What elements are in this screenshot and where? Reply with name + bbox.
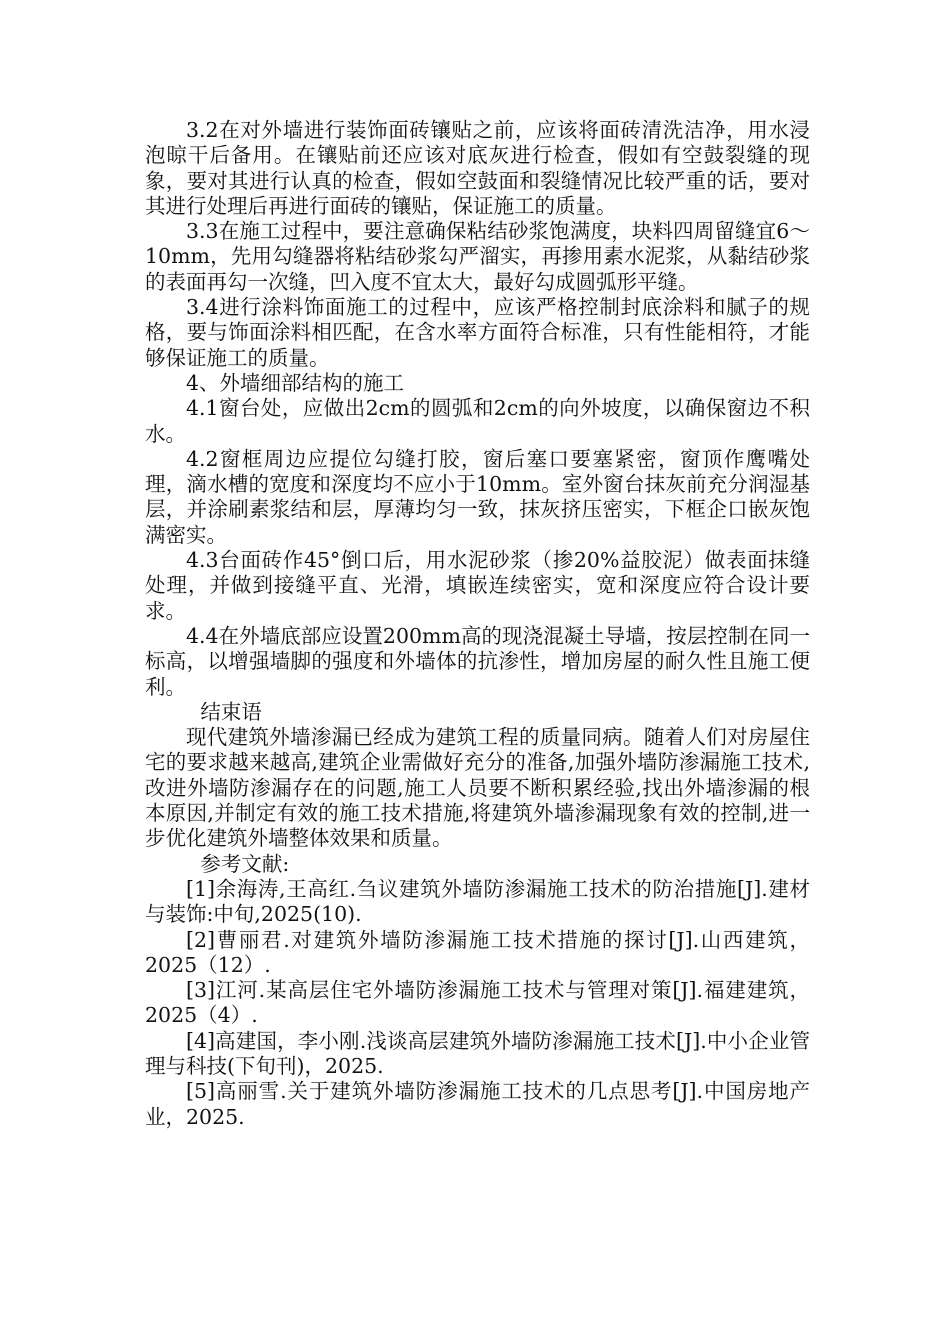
paragraph-4-3: 4.3台面砖作45°倒口后，用水泥砂浆（掺20%益胶泥）做表面抹缝处理，并做到接缝平直、光滑，填嵌连续密实，宽和深度应符合设计要求。 bbox=[145, 548, 810, 623]
conclusion-text: 现代建筑外墙渗漏已经成为建筑工程的质量同病。随着人们对房屋住宅的要求越来越高,建筑企业需做好充分的准备,加强外墙防渗漏施工技术,改进外墙防渗漏存在的问题,施工人员要不断积累经验,找出外墙渗漏的根本原因,并制定有效的施工技术措施,将建筑外墙渗漏现象有效的控制,进一步优化建筑外墙整体效果和质量。 bbox=[145, 725, 810, 851]
paragraph-4-1: 4.1窗台处，应做出2cm的圆弧和2cm的向外坡度，以确保窗边不积水。 bbox=[145, 396, 810, 446]
paragraph-4-4: 4.4在外墙底部应设置200mm高的现浇混凝土导墙，按层控制在同一标高，以增强墙脚的强度和外墙体的抗渗性，增加房屋的耐久性且施工便利。 bbox=[145, 623, 810, 699]
paragraph-3-2: 3.2在对外墙进行装饰面砖镶贴之前，应该将面砖清洗洁净，用水浸泡晾干后备用。在镶贴前还应该对底灰进行检查，假如有空鼓裂缝的现象，要对其进行认真的检查，假如空鼓面和裂缝情况比较严重的话，要对其进行处理后再进行面砖的镶贴，保证施工的质量。 bbox=[145, 118, 810, 218]
paragraph-4-2: 4.2窗框周边应提位勾缝打胶，窗后塞口要塞紧密，窗顶作鹰嘴处理，滴水槽的宽度和深度均不应小于10mm。室外窗台抹灰前充分润湿基层，并涂刷素浆结和层，厚薄均匀一致，抹灰挤压密实，下框企口嵌灰饱满密实。 bbox=[145, 446, 810, 547]
paragraph-3-3: 3.3在施工过程中，要注意确保粘结砂浆饱满度，块料四周留缝宜6～10mm，先用勾缝器将粘结砂浆勾严溜实，再掺用素水泥浆，从黏结砂浆的表面再勾一次缝，凹入度不宜太大，最好勾成圆弧形平缝。 bbox=[145, 219, 810, 294]
document-page bbox=[145, 118, 810, 1130]
reference-item: [4]高建国，李小刚.浅谈高层建筑外墙防渗漏施工技术[J].中小企业管理与科技(下旬刊)，2025. bbox=[145, 1028, 810, 1078]
reference-item: [1]余海涛,王高红.刍议建筑外墙防渗漏施工技术的防治措施[J].建材与装饰:中旬,2025(10). bbox=[145, 876, 810, 927]
section-heading-4: 4、外墙细部结构的施工 bbox=[186, 370, 405, 395]
reference-item: [2]曹丽君.对建筑外墙防渗漏施工技术措施的探讨[J].山西建筑，2025（12）. bbox=[145, 927, 810, 977]
reference-item: [3]江河.某高层住宅外墙防渗漏施工技术与管理对策[J].福建建筑，2025（4）. bbox=[145, 978, 810, 1028]
conclusion-heading: 结束语 bbox=[200, 699, 262, 724]
references-heading: 参考文献: bbox=[200, 851, 290, 876]
paragraph-3-4: 3.4进行涂料饰面施工的过程中，应该严格控制封底涂料和腻子的规格，要与饰面涂料相匹配，在含水率方面符合标准，只有性能相符，才能够保证施工的质量。 bbox=[145, 295, 810, 370]
reference-item: [5]高丽雪.关于建筑外墙防渗漏施工技术的几点思考[J].中国房地产业，2025. bbox=[145, 1079, 810, 1129]
